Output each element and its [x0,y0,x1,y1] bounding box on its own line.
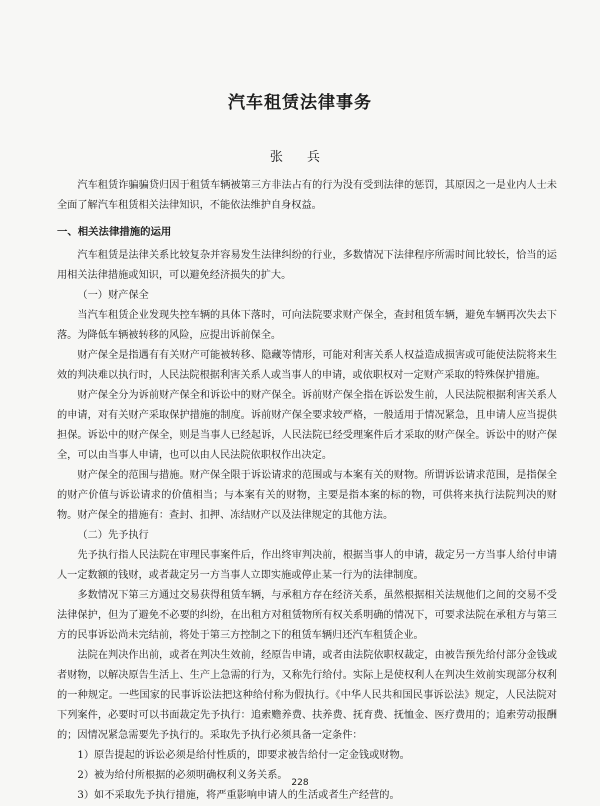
body-paragraph: 财产保全的范围与措施。财产保全限于诉讼请求的范围或与本案有关的财物。所谓诉讼请求范围，是指保全的财产价值与诉讼请求的价值相当；与本案有关的财物，主要是指本案的标的物，可供将来执行法院判决的财物。财产保全的措施有：查封、扣押、冻结财产以及法律规定的其他方法。 [57,470,557,521]
article-body [57,176,557,806]
subsection-heading: （二）先予执行 [77,530,149,541]
page-number: 228 [291,778,309,788]
section-intro-paragraph: 汽车租赁是法律关系比较复杂并容易发生法律纠纷的行业，多数情况下法律程序所需时间比较长，恰当的运用相关法律措施或知识，可以避免经济损失的扩大。 [57,250,557,281]
intro-paragraph: 汽车租赁诈骗骗贷归因于租赁车辆被第三方非法占有的行为没有受到法律的惩罚，其原因之一是业内人士未全面了解汽车租赁相关法律知识，不能依法维护自身权益。 [57,180,557,211]
article-author: 张 兵 [269,150,331,165]
body-paragraph: 当汽车租赁企业发现失控车辆的具体下落时，可向法院要求财产保全，查封租赁车辆，避免车辆再次失去下落。为降低车辆被转移的风险，应提出诉前保全。 [57,310,557,341]
condition-item: 3）如不采取先予执行措施，将严重影响申请人的生活或者生产经营的。 [77,790,400,801]
subsection-heading: （一）财产保全 [77,290,149,301]
body-paragraph: 财产保全是指遇有有关财产可能被转移、隐藏等情形，可能对利害关系人权益造成损害或可能使法院将来生效的判决难以执行时，人民法院根据利害关系人或当事人的申请，或依职权对一定财产采取的特殊保护措施。 [57,350,557,381]
condition-item: 2）被为给付所根据的必须明确权利义务关系。 [77,770,288,781]
body-paragraph: 法院在判决作出前，或者在判决生效前，经原告申请，或者由法院依职权裁定，由被告预先给付部分金钱或者财物，以解决原告生活上、生产上急需的行为，又称先行给付。实际上是使权利人在判决生效前实现部分权利的一种规定。一些国家的民事诉讼法把这种给付称为假执行。《中华人民共和国民事诉讼法》规定，人民法院对下列案件，必要时可以书面裁定先予执行：追索赡养费、扶养费、抚育费、抚恤金、医疗费用的；追索劳动报酬的；因情况紧急需要先予执行的。采取先予执行必须具备一定条件： [57,650,557,741]
body-paragraph: 多数情况下第三方通过交易获得租赁车辆，与承租方存在经济关系，虽然根据相关法规他们之间的交易不受法律保护，但为了避免不必要的纠纷，在出租方对租赁物所有权关系明确的情况下，可要求法院在承租方与第三方的民事诉讼尚未完结前，将处于第三方控制之下的租赁车辆归还汽车租赁企业。 [57,590,557,641]
section-heading: 一、相关法律措施的运用 [57,226,172,238]
condition-item: 1）原告提起的诉讼必须是给付性质的，即要求被告给付一定金钱或财物。 [77,750,410,761]
article-title: 汽车租赁法律事务 [228,93,372,113]
body-paragraph: 财产保全分为诉前财产保全和诉讼中的财产保全。诉前财产保全指在诉讼发生前，人民法院根据利害关系人的申请，对有关财产采取保护措施的制度。诉前财产保全要求较严格，一般适用于情况紧急，且申请人应当提供担保。诉讼中的财产保全，则是当事人已经起诉，人民法院已经受理案件后才采取的财产保全。诉讼中的财产保全，可以由当事人申请，也可以由人民法院依职权作出决定。 [57,390,557,461]
body-paragraph: 先予执行指人民法院在审理民事案件后，作出终审判决前，根据当事人的申请，裁定另一方当事人给付申请人一定数额的钱财，或者裁定另一方当事人立即实施或停止某一行为的法律制度。 [57,550,557,581]
